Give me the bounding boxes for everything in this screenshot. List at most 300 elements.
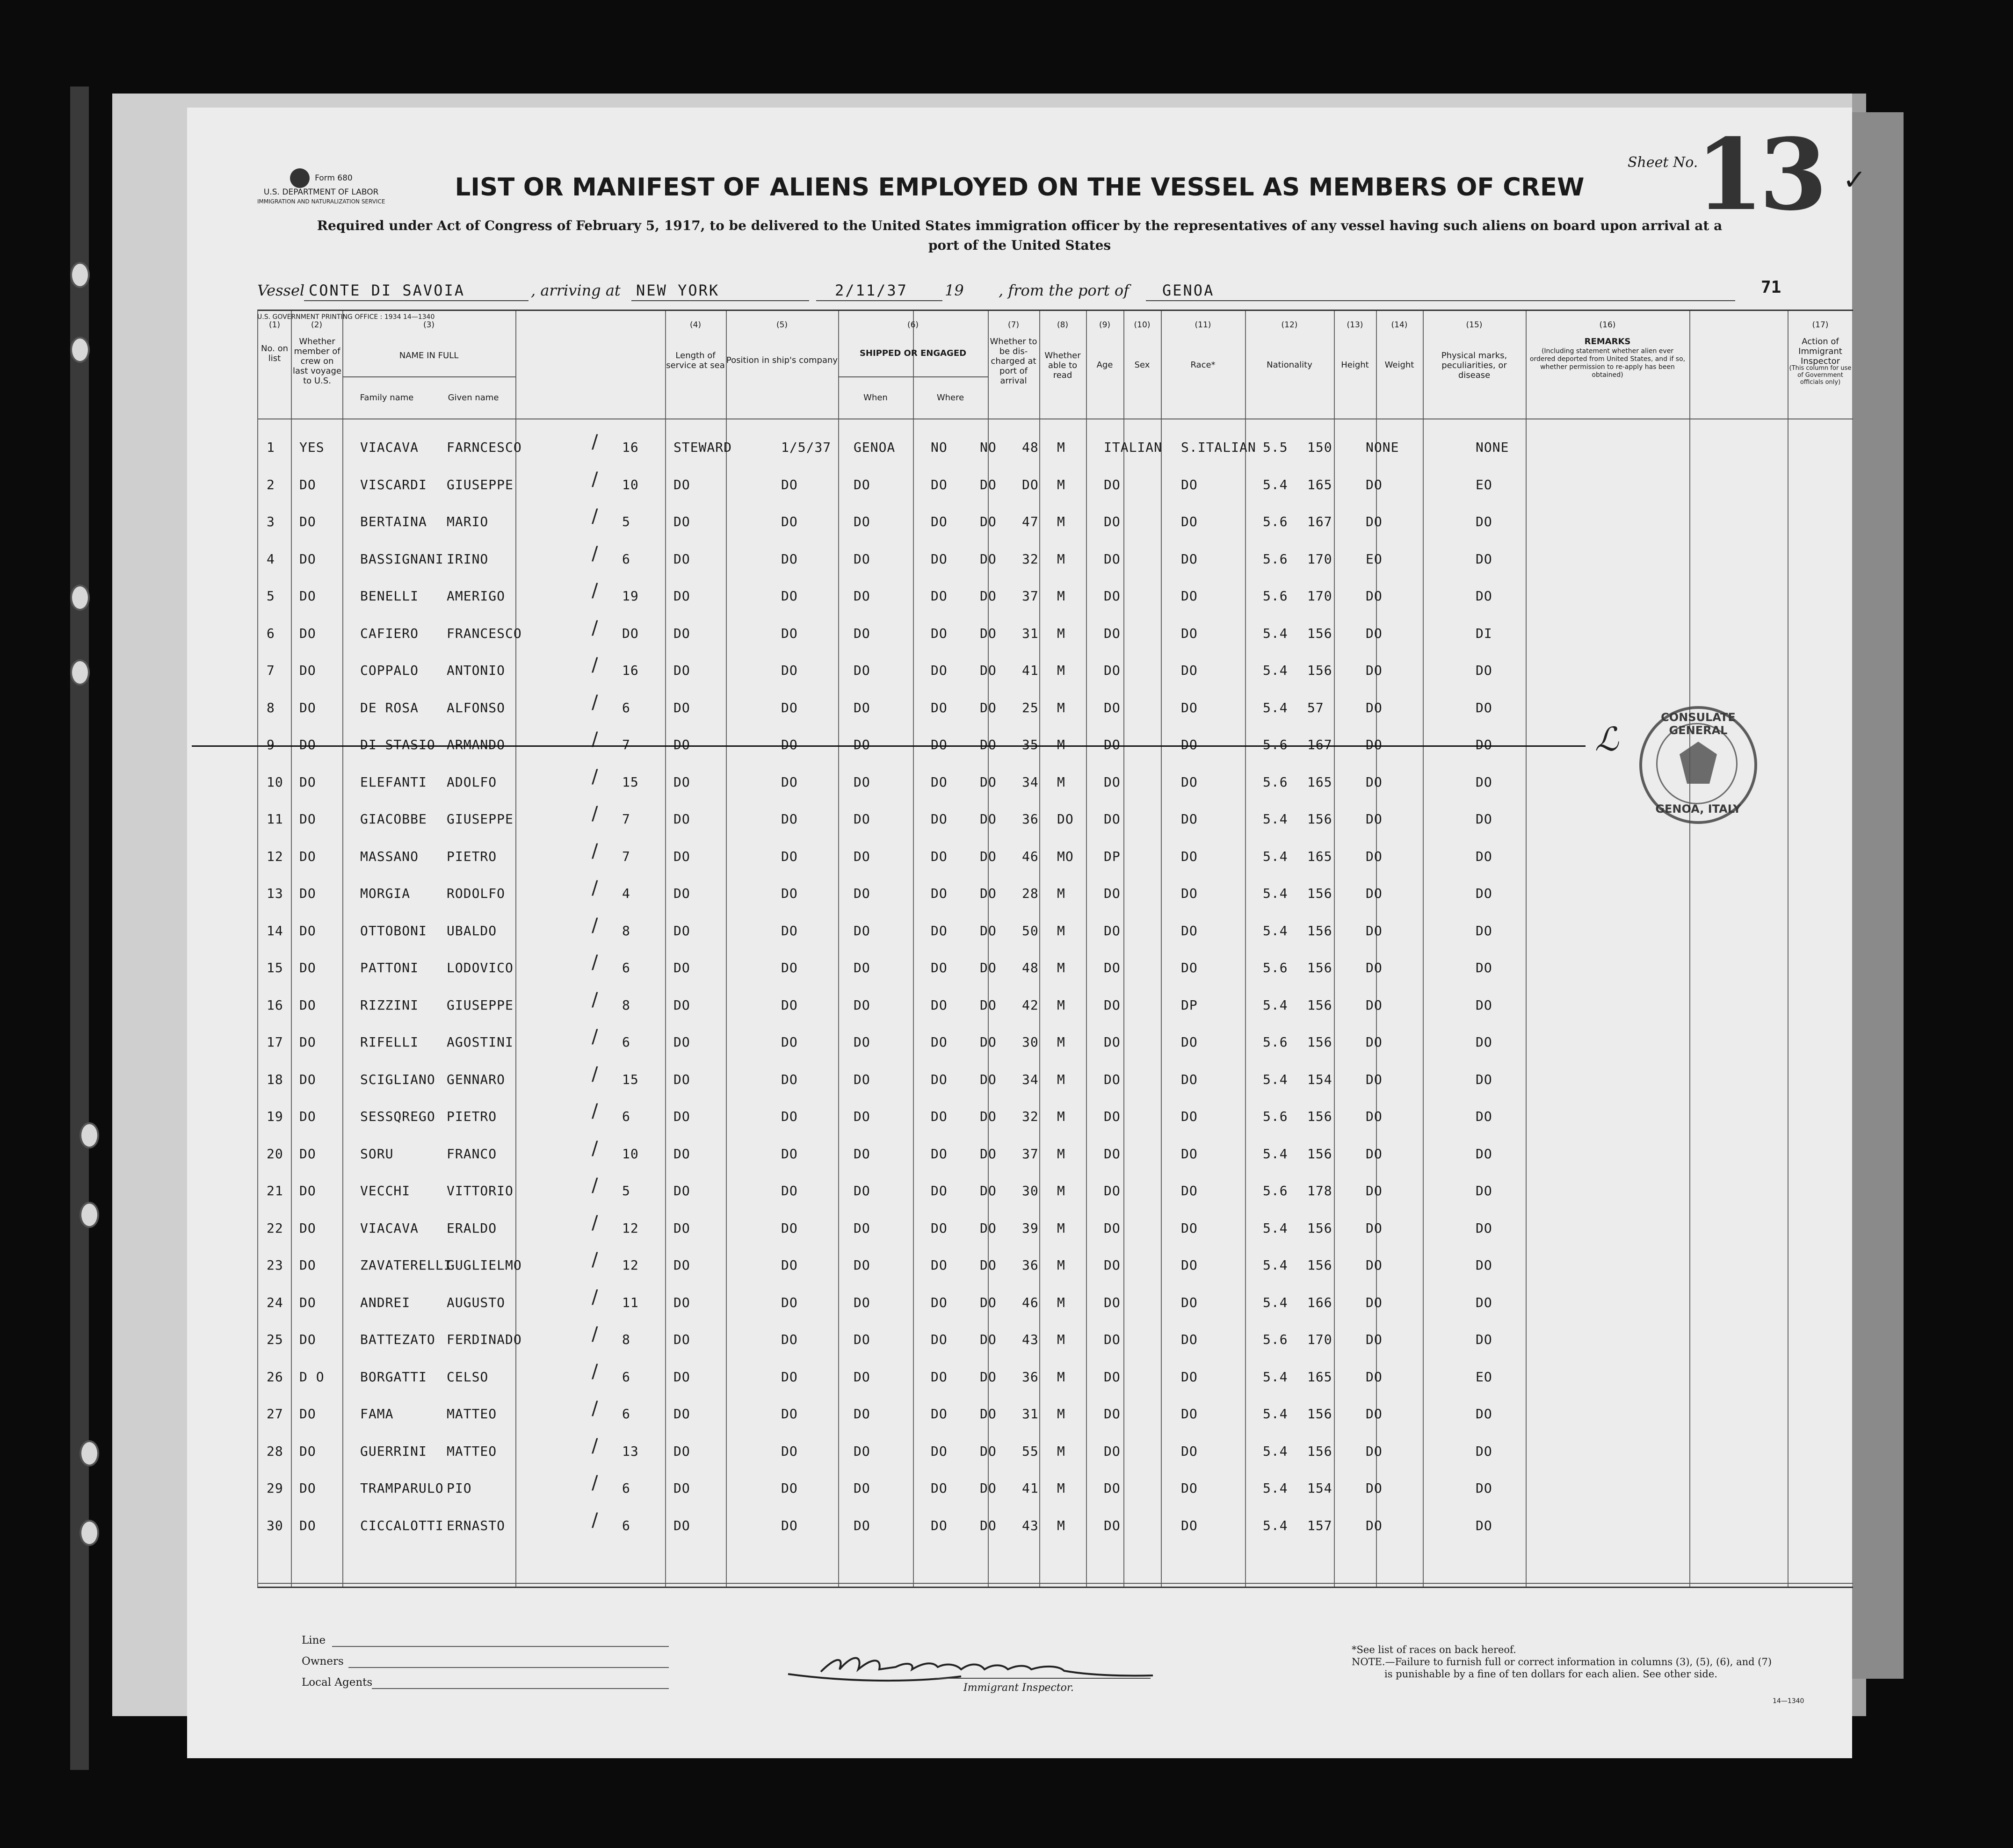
row-number-cell: 21 [267, 1183, 283, 1198]
race-cell: DP [1104, 848, 1121, 864]
to-be-discharged-cell: DO [931, 1183, 948, 1198]
able-to-read-cell: DO [980, 476, 997, 492]
remarks-cell: DO [1476, 1332, 1492, 1347]
length-of-service-cell: 8 [622, 923, 630, 938]
height-cell: 5.4 [1263, 625, 1288, 641]
race-cell: DO [1104, 997, 1121, 1013]
length-of-service-cell: 6 [622, 1109, 630, 1124]
crew-on-last-voyage-cell: DO [299, 514, 316, 529]
table-row [187, 1509, 1782, 1541]
physical-marks-cell: DO [1366, 923, 1383, 938]
to-be-discharged-cell: DO [931, 774, 948, 790]
header-remarks-sub: (Including statement whether alien ever ordered deported from United States, and if so, whether permission to re-apply has been obtained) [1529, 347, 1686, 379]
table-row [187, 989, 1782, 1021]
shipped-when-cell: DO [781, 886, 798, 901]
family-name-cell: MORGIA [360, 886, 411, 901]
check-mark-icon: ✓ [1843, 164, 1867, 196]
physical-marks-cell: DO [1366, 811, 1383, 827]
table-row [187, 914, 1782, 946]
to-be-discharged-cell: DO [931, 700, 948, 715]
race-cell: DO [1104, 1406, 1121, 1422]
weight-cell: 156 [1307, 811, 1332, 827]
shipped-when-cell: DO [781, 848, 798, 864]
row-number-cell: 7 [267, 663, 275, 678]
position-cell: DO [673, 1109, 690, 1124]
family-name-cell: SCIGLIANO [360, 1071, 435, 1087]
able-to-read-cell: DO [980, 663, 997, 678]
footer-note [1352, 1644, 1772, 1680]
given-name-cell: PIETRO [447, 1109, 497, 1124]
nationality-cell: DO [1181, 551, 1198, 567]
check-tick-icon: / [592, 729, 599, 750]
race-cell: DO [1104, 1332, 1121, 1347]
col-divider [838, 311, 839, 1587]
position-cell: DO [673, 476, 690, 492]
physical-marks-cell: DO [1366, 886, 1383, 901]
family-name-cell: ELEFANTI [360, 774, 427, 790]
race-cell: DO [1104, 1183, 1121, 1198]
position-cell: DO [673, 1257, 690, 1273]
position-cell: DO [673, 1443, 690, 1459]
shipped-where-cell: DO [854, 1034, 870, 1050]
sex-cell: M [1057, 1183, 1065, 1198]
check-tick-icon: / [592, 1435, 599, 1457]
age-cell: 47 [1022, 514, 1039, 529]
vessel-label: Vessel [257, 282, 305, 299]
sheet-number: 13 [1695, 117, 1823, 232]
crew-on-last-voyage-cell: DO [299, 1443, 316, 1459]
remarks-cell: DO [1476, 1146, 1492, 1162]
given-name-cell: LODOVICO [447, 960, 514, 975]
col-divider [1526, 311, 1527, 1587]
form-code: 14—1340 [1773, 1697, 1804, 1705]
remarks-cell: DO [1476, 848, 1492, 864]
header-no: No. on list [261, 344, 289, 363]
page-subtitle [253, 216, 1787, 255]
position-cell: DO [673, 1406, 690, 1422]
binder-hole [70, 262, 90, 288]
position-cell: DO [673, 588, 690, 604]
remarks-cell: DO [1476, 811, 1492, 827]
given-name-cell: ADOLFO [447, 774, 497, 790]
able-to-read-cell: DO [980, 886, 997, 901]
row-number-cell: 23 [267, 1257, 283, 1273]
able-to-read-cell: DO [980, 1517, 997, 1533]
remarks-cell: DO [1476, 588, 1492, 604]
shipped-where-cell: DO [854, 663, 870, 678]
length-of-service-cell: 16 [622, 663, 639, 678]
shipped-when-cell: DO [781, 997, 798, 1013]
row-number-cell: 30 [267, 1517, 283, 1533]
remarks-cell: DO [1476, 886, 1492, 901]
family-name-cell: BERTAINA [360, 514, 427, 529]
col-divider [988, 311, 989, 1587]
age-cell: 32 [1022, 1109, 1039, 1124]
shipped-where-cell: GENOA [854, 440, 896, 455]
table-row [187, 542, 1782, 575]
given-name-cell: MATTEO [447, 1443, 497, 1459]
position-cell: DO [673, 1294, 690, 1310]
family-name-cell: FAMA [360, 1406, 394, 1422]
given-name-cell: ERNASTO [447, 1517, 506, 1533]
race-cell: DO [1104, 1294, 1121, 1310]
header-discharged: Whether to be dis-charged at port of arrival [990, 337, 1037, 386]
shipped-when-cell: DO [781, 700, 798, 715]
sex-cell: M [1057, 700, 1065, 715]
shipped-when-cell: DO [781, 923, 798, 938]
age-cell: 39 [1022, 1220, 1039, 1236]
nationality-cell: DO [1181, 1183, 1198, 1198]
nationality-cell: DO [1181, 960, 1198, 975]
family-name-cell: ANDREI [360, 1294, 411, 1310]
able-to-read-cell: DO [980, 588, 997, 604]
to-be-discharged-cell: DO [931, 1517, 948, 1533]
given-name-cell: GIUSEPPE [447, 476, 514, 492]
shipped-where-cell: DO [854, 774, 870, 790]
position-cell: DO [673, 923, 690, 938]
position-cell: DO [673, 1146, 690, 1162]
weight-cell: 156 [1307, 1443, 1332, 1459]
position-cell: DO [673, 1480, 690, 1496]
length-of-service-cell: 6 [622, 700, 630, 715]
row-number-cell: 1 [267, 440, 275, 455]
col-divider [1039, 311, 1040, 1587]
given-name-cell: AMERIGO [447, 588, 506, 604]
race-cell: DO [1104, 1369, 1121, 1385]
length-of-service-cell: 8 [622, 997, 630, 1013]
crew-on-last-voyage-cell: DO [299, 811, 316, 827]
table-row [187, 877, 1782, 909]
weight-cell: 170 [1307, 1332, 1332, 1347]
table-row [187, 617, 1782, 649]
header-position: Position in ship's company [726, 355, 838, 365]
sex-cell: M [1057, 774, 1065, 790]
race-cell: DO [1104, 588, 1121, 604]
physical-marks-cell: DO [1366, 997, 1383, 1013]
table-row [187, 580, 1782, 612]
length-of-service-cell: 12 [622, 1257, 639, 1273]
age-cell: 46 [1022, 1294, 1039, 1310]
length-of-service-cell: 11 [622, 1294, 639, 1310]
shipped-where-cell: DO [854, 1406, 870, 1422]
row-number-cell: 15 [267, 960, 283, 975]
to-be-discharged-cell: DO [931, 663, 948, 678]
header-whether-crew: Whether member of crew on last voyage to U.S. [292, 337, 342, 386]
shipped-where-cell: DO [854, 1109, 870, 1124]
row-number-cell: 10 [267, 774, 283, 790]
row-number-cell: 5 [267, 588, 275, 604]
nationality-cell: DO [1181, 886, 1198, 901]
length-of-service-cell: 6 [622, 1034, 630, 1050]
table-row [187, 952, 1782, 983]
check-tick-icon: / [592, 1472, 599, 1494]
height-cell: 5.6 [1263, 1034, 1288, 1050]
given-name-cell: GIUSEPPE [447, 811, 514, 827]
length-of-service-cell: 6 [622, 1406, 630, 1422]
check-tick-icon: / [592, 1137, 599, 1159]
page-title: LIST OR MANIFEST OF ALIENS EMPLOYED ON THE VESSEL AS MEMBERS OF CREW [455, 173, 1585, 202]
crew-on-last-voyage-cell: DO [299, 960, 316, 975]
col-number: (14) [1391, 320, 1408, 330]
physical-marks-cell: DO [1366, 1183, 1383, 1198]
sex-cell: DO [1057, 811, 1074, 827]
remarks-cell: DO [1476, 1517, 1492, 1533]
height-cell: 5.4 [1263, 663, 1288, 678]
nationality-cell: DO [1181, 514, 1198, 529]
manifest-sheet [187, 108, 1867, 1758]
nationality-cell: DO [1181, 625, 1198, 641]
age-cell: 30 [1022, 1034, 1039, 1050]
age-cell: 41 [1022, 663, 1039, 678]
shipped-when-cell: DO [781, 960, 798, 975]
position-cell: DO [673, 551, 690, 567]
nationality-cell: DO [1181, 923, 1198, 938]
shipped-when-cell: DO [781, 663, 798, 678]
given-name-cell: ALFONSO [447, 700, 506, 715]
sex-cell: M [1057, 1369, 1065, 1385]
position-cell: DO [673, 997, 690, 1013]
able-to-read-cell: DO [980, 1332, 997, 1347]
race-cell: DO [1104, 1443, 1121, 1459]
crew-on-last-voyage-cell: DO [299, 1071, 316, 1087]
vessel-name: CONTE DI SAVOIA [309, 282, 465, 299]
shipped-where-cell: DO [854, 1480, 870, 1496]
row-number-cell: 9 [267, 737, 275, 752]
table-row [187, 654, 1782, 686]
shipped-where-cell: DO [854, 1332, 870, 1347]
to-be-discharged-cell: DO [931, 1332, 948, 1347]
crew-on-last-voyage-cell: D O [299, 1369, 325, 1385]
col-number: (7) [1007, 320, 1020, 330]
nationality-cell: DP [1181, 997, 1198, 1013]
crew-on-last-voyage-cell: DO [299, 1257, 316, 1273]
to-be-discharged-cell: DO [931, 997, 948, 1013]
position-cell: DO [673, 663, 690, 678]
remarks-cell: DO [1476, 1443, 1492, 1459]
sex-cell: M [1057, 1034, 1065, 1050]
binder-hole [70, 337, 90, 363]
given-name-cell: RODOLFO [447, 886, 506, 901]
sex-cell: M [1057, 1220, 1065, 1236]
footer-line-label: Line [302, 1634, 326, 1646]
arrival-date: 2/11/37 [835, 282, 908, 299]
check-tick-icon: / [592, 765, 599, 787]
crew-on-last-voyage-cell: DO [299, 700, 316, 715]
stamp-top-text: CONSULATE GENERAL [1661, 711, 1736, 737]
shipped-where-cell: DO [854, 1294, 870, 1310]
race-cell: DO [1104, 1071, 1121, 1087]
table-row [187, 840, 1782, 872]
family-name-cell: SORU [360, 1146, 394, 1162]
family-name-cell: ZAVATERELLI [360, 1257, 452, 1273]
remarks-cell: DO [1476, 1220, 1492, 1236]
weight-cell: 150 [1307, 440, 1332, 455]
crew-on-last-voyage-cell: DO [299, 774, 316, 790]
physical-marks-cell: DO [1366, 848, 1383, 864]
race-cell: DO [1104, 1220, 1121, 1236]
weight-cell: 156 [1307, 1406, 1332, 1422]
shipped-where-cell: DO [854, 960, 870, 975]
height-cell: 5.5 [1263, 440, 1288, 455]
age-cell: 36 [1022, 1369, 1039, 1385]
stamp-bottom-text: GENOA, ITALY [1655, 802, 1741, 816]
check-tick-icon: / [592, 914, 599, 936]
row-number-cell: 26 [267, 1369, 283, 1385]
header-name-in-full: NAME IN FULL [399, 351, 459, 361]
col-divider [515, 311, 516, 1587]
header-able-to-read: Whether able to read [1044, 351, 1081, 380]
to-be-discharged-cell: DO [931, 1071, 948, 1087]
weight-cell: 156 [1307, 1257, 1332, 1273]
nationality-cell: S.ITALIAN [1181, 440, 1256, 455]
weight-cell: 156 [1307, 1146, 1332, 1162]
physical-marks-cell: DO [1366, 1034, 1383, 1050]
row-number-cell: 29 [267, 1480, 283, 1496]
height-cell: 5.4 [1263, 1294, 1288, 1310]
length-of-service-cell: 10 [622, 1146, 639, 1162]
table-row [187, 765, 1782, 798]
physical-marks-cell: DO [1366, 1071, 1383, 1087]
given-name-cell: VITTORIO [447, 1183, 514, 1198]
to-be-discharged-cell: DO [931, 551, 948, 567]
length-of-service-cell: 6 [622, 1517, 630, 1533]
to-be-discharged-cell: DO [931, 960, 948, 975]
crew-on-last-voyage-cell: YES [299, 440, 325, 455]
weight-cell: 167 [1307, 514, 1332, 529]
age-cell: 50 [1022, 923, 1039, 938]
position-cell: DO [673, 700, 690, 715]
weight-cell: 170 [1307, 551, 1332, 567]
shipped-when-cell: DO [781, 1517, 798, 1533]
crew-on-last-voyage-cell: DO [299, 551, 316, 567]
year-prefix: 19 [945, 282, 964, 299]
shipped-when-cell: DO [781, 1406, 798, 1422]
shipped-when-cell: DO [781, 1443, 798, 1459]
shipped-where-cell: DO [854, 1517, 870, 1533]
crew-on-last-voyage-cell: DO [299, 1294, 316, 1310]
sex-cell: M [1057, 737, 1065, 752]
row-number-cell: 16 [267, 997, 283, 1013]
table-row [187, 1323, 1782, 1355]
page-count: 71 [1761, 278, 1781, 297]
physical-marks-cell: EO [1366, 551, 1383, 567]
table-row [187, 1175, 1782, 1206]
col-divider [1376, 311, 1377, 1587]
to-be-discharged-cell: DO [931, 886, 948, 901]
shipped-where-cell: DO [854, 1071, 870, 1087]
length-of-service-cell: 5 [622, 514, 630, 529]
binder-hole [80, 1122, 99, 1148]
remarks-cell: DO [1476, 1480, 1492, 1496]
given-name-cell: AUGUSTO [447, 1294, 506, 1310]
check-tick-icon: / [592, 505, 599, 527]
shipped-where-cell: DO [854, 588, 870, 604]
height-cell: 5.4 [1263, 476, 1288, 492]
physical-marks-cell: DO [1366, 737, 1383, 752]
family-name-cell: VISCARDI [360, 476, 427, 492]
row-number-cell: 17 [267, 1034, 283, 1050]
height-cell: 5.4 [1263, 997, 1288, 1013]
race-cell: DO [1104, 1146, 1121, 1162]
length-of-service-cell: 13 [622, 1443, 639, 1459]
binder-hole [80, 1520, 99, 1546]
shipped-when-cell: 1/5/37 [781, 440, 832, 455]
remarks-cell: EO [1476, 476, 1492, 492]
sex-cell: M [1057, 625, 1065, 641]
check-tick-icon: / [592, 1323, 599, 1345]
row-number-cell: 18 [267, 1071, 283, 1087]
age-cell: 35 [1022, 737, 1039, 752]
weight-cell: 165 [1307, 848, 1332, 864]
shipped-where-cell: DO [854, 1146, 870, 1162]
age-cell: 31 [1022, 625, 1039, 641]
header-physical-marks: Physical marks, peculiarities, or disease [1441, 351, 1507, 380]
race-cell: DO [1104, 737, 1121, 752]
sex-cell: M [1057, 1406, 1065, 1422]
able-to-read-cell: DO [980, 737, 997, 752]
weight-cell: 156 [1307, 1220, 1332, 1236]
crew-on-last-voyage-cell: DO [299, 737, 316, 752]
position-cell: DO [673, 1034, 690, 1050]
weight-cell: 165 [1307, 774, 1332, 790]
physical-marks-cell: DO [1366, 1443, 1383, 1459]
table-row [187, 431, 1782, 463]
given-name-cell: IRINO [447, 551, 489, 567]
able-to-read-cell: DO [980, 1071, 997, 1087]
weight-cell: 154 [1307, 1480, 1332, 1496]
weight-cell: 166 [1307, 1294, 1332, 1310]
nationality-cell: DO [1181, 1257, 1198, 1273]
check-tick-icon: / [592, 468, 599, 490]
shipped-when-cell: DO [781, 774, 798, 790]
check-tick-icon: / [592, 1360, 599, 1382]
crew-on-last-voyage-cell: DO [299, 588, 316, 604]
able-to-read-cell: DO [980, 960, 997, 975]
shipped-where-cell: DO [854, 848, 870, 864]
binder-hole [70, 585, 90, 611]
check-tick-icon: / [592, 877, 599, 899]
length-of-service-cell: 10 [622, 476, 639, 492]
shipped-where-cell: DO [854, 997, 870, 1013]
race-cell: DO [1104, 811, 1121, 827]
note-fine: is punishable by a fine of ten dollars for each alien. See other side. [1384, 1668, 1717, 1680]
given-name-cell: GIUSEPPE [447, 997, 514, 1013]
sex-cell: M [1057, 663, 1065, 678]
footer-owners-underline [348, 1667, 669, 1668]
crew-on-last-voyage-cell: DO [299, 923, 316, 938]
shipped-where-cell: DO [854, 551, 870, 567]
nationality-cell: DO [1181, 1220, 1198, 1236]
given-name-cell: CELSO [447, 1369, 489, 1385]
nationality-cell: DO [1181, 1443, 1198, 1459]
col-number: (5) [776, 320, 788, 330]
sex-cell: M [1057, 997, 1065, 1013]
to-be-discharged-cell: DO [931, 848, 948, 864]
check-tick-icon: / [592, 989, 599, 1011]
family-name-cell: GIACOBBE [360, 811, 427, 827]
nationality-cell: DO [1181, 1369, 1198, 1385]
crew-on-last-voyage-cell: DO [299, 1517, 316, 1533]
shipped-where-cell: DO [854, 1369, 870, 1385]
position-cell: DO [673, 737, 690, 752]
able-to-read-cell: DO [980, 1480, 997, 1496]
height-cell: 5.6 [1263, 551, 1288, 567]
height-cell: 5.6 [1263, 774, 1288, 790]
to-be-discharged-cell: DO [931, 1406, 948, 1422]
able-to-read-cell: DO [980, 848, 997, 864]
age-cell: 25 [1022, 700, 1039, 715]
physical-marks-cell: DO [1366, 1294, 1383, 1310]
